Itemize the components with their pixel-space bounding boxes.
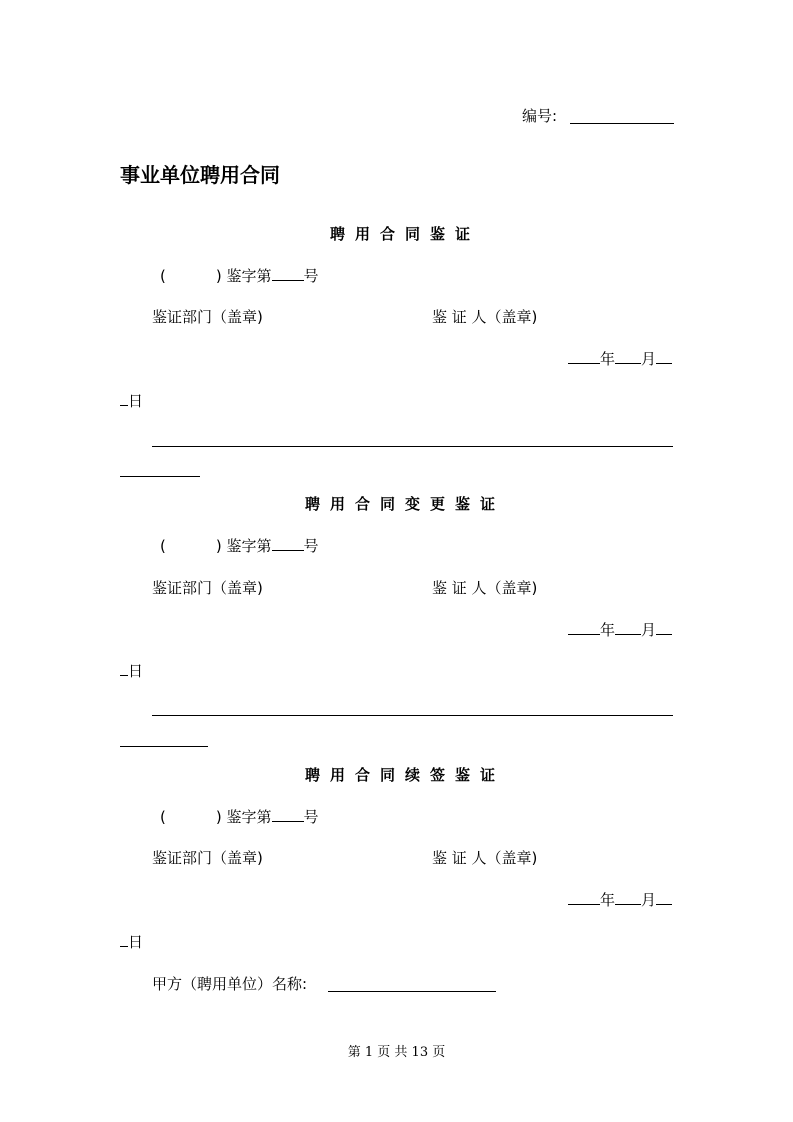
month-blank[interactable] [615,349,641,364]
ref-close-paren: ) [215,267,222,285]
day-row [120,391,143,411]
number-field-line[interactable] [570,123,674,124]
date-line [568,620,672,640]
ref-close-paren: ) [215,537,222,555]
page-number: 第 1 页 共 13 页 [347,1045,446,1060]
verification-content-line-cont[interactable] [120,476,200,477]
number-label: 编号: [522,107,558,125]
year-label: 年 [600,891,616,909]
ref-end-text: 号 [303,537,319,555]
verification-content-line[interactable] [152,715,673,716]
ref-number-blank[interactable] [272,807,304,822]
reference-number [160,266,319,286]
verifier-seal-label: 鉴 证 人（盖章) [432,849,538,867]
year-blank[interactable] [568,620,600,635]
day-row [120,932,143,952]
day-blank-cont [120,661,128,676]
month-label: 月 [641,350,657,368]
section-title: 聘用合同续签鉴证 [305,766,506,784]
year-blank[interactable] [568,349,600,364]
ref-close-paren: ) [215,808,222,826]
day-blank-cont [120,932,128,947]
day-label: 日 [128,392,144,410]
ref-end-text: 号 [303,808,319,826]
day-blank[interactable] [656,620,672,635]
month-label: 月 [641,621,657,639]
ref-number-blank[interactable] [272,266,304,281]
ref-end-text: 号 [303,267,319,285]
ref-mid-text: 鉴字第 [226,808,272,826]
day-label: 日 [128,662,144,680]
day-blank[interactable] [656,890,672,905]
day-label: 日 [128,933,144,951]
year-label: 年 [600,621,616,639]
ref-open-paren: ( [160,537,166,555]
reference-number [160,536,319,556]
dept-seal-label: 鉴证部门（盖章) [152,849,263,867]
ref-open-paren: ( [160,267,166,285]
ref-open-paren: ( [160,808,166,826]
party-a-name-label: 甲方（聘用单位）名称: [152,975,308,993]
ref-mid-text: 鉴字第 [226,267,272,285]
section-title: 聘用合同变更鉴证 [305,495,506,513]
reference-number [160,807,319,827]
verification-content-line[interactable] [152,446,673,447]
party-a-name-field-line[interactable] [328,991,496,992]
year-label: 年 [600,350,616,368]
day-blank[interactable] [656,349,672,364]
month-blank[interactable] [615,620,641,635]
verifier-seal-label: 鉴 证 人（盖章) [432,579,538,597]
ref-number-blank[interactable] [272,536,304,551]
month-blank[interactable] [615,890,641,905]
day-row [120,661,143,681]
dept-seal-label: 鉴证部门（盖章) [152,579,263,597]
ref-mid-text: 鉴字第 [226,537,272,555]
day-blank-cont [120,391,128,406]
document-title: 事业单位聘用合同 [120,163,280,187]
date-line [568,349,672,369]
month-label: 月 [641,891,657,909]
year-blank[interactable] [568,890,600,905]
verifier-seal-label: 鉴 证 人（盖章) [432,308,538,326]
section-title: 聘用合同鉴证 [330,225,481,243]
dept-seal-label: 鉴证部门（盖章) [152,308,263,326]
date-line [568,890,672,910]
verification-content-line-cont[interactable] [120,746,208,747]
